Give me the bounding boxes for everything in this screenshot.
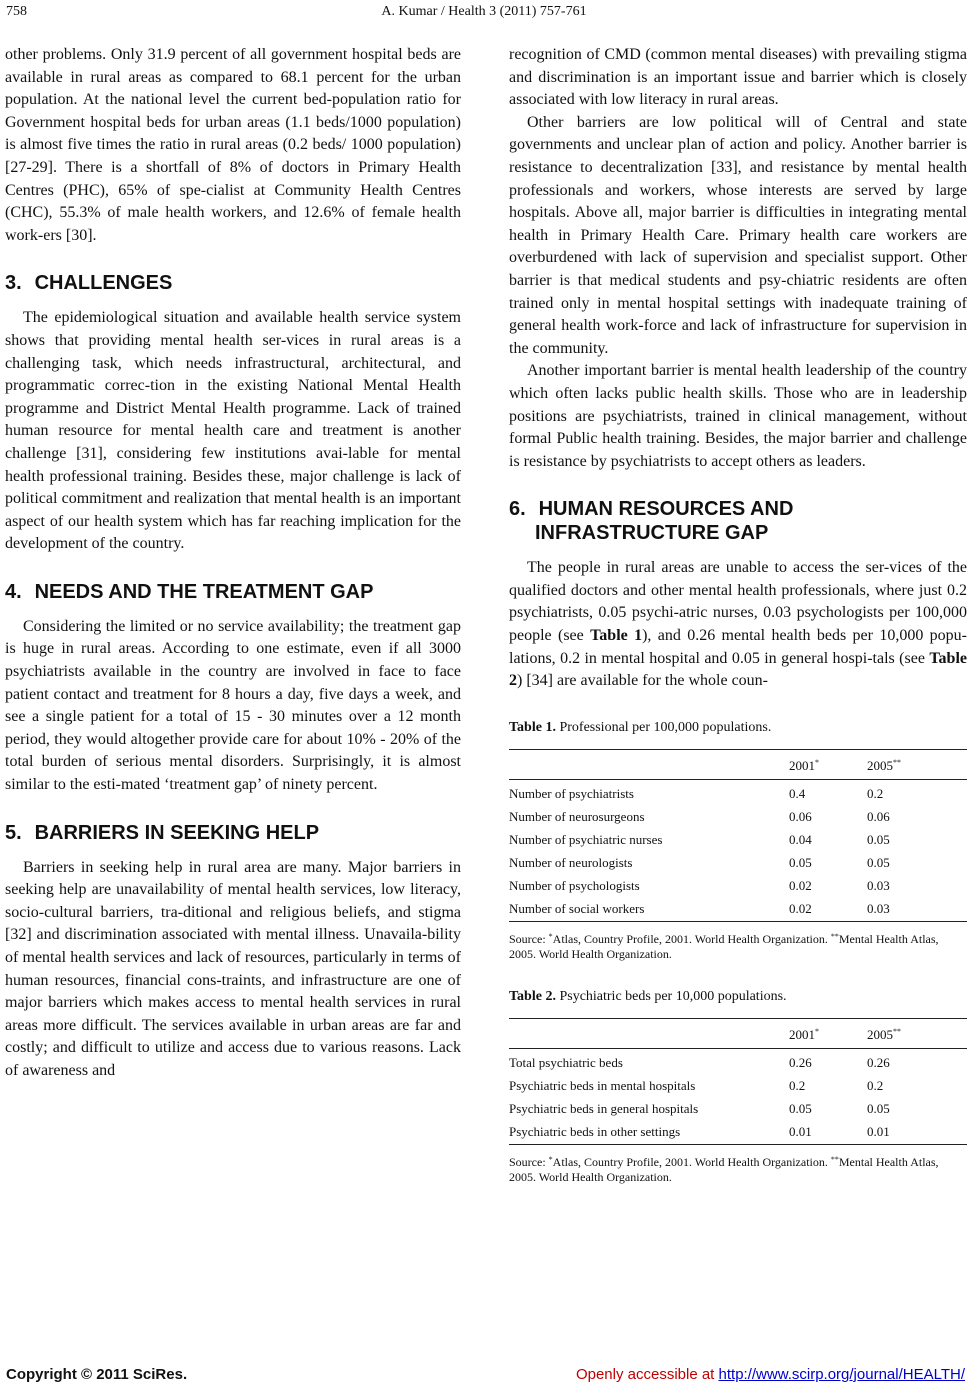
table-row [509,779,967,806]
table-header-row [509,1018,967,1048]
row-label: Number of social workers [509,900,645,916]
table-1-caption [509,719,967,737]
section-heading-challenges [5,271,461,295]
row-label: Number of neurologists [509,854,633,870]
value-2001: 0.05 [789,854,812,870]
paragraph-leadership: Another important barrier is mental health leadership of the country which often lacks public health skills. Those who are in leadership positions are psychiatrists, trained in clinical management, without formal Public health training. Besides, the major barrier and challenge is resistance by psychiatrists to accept others as leaders. [509,362,967,470]
section-title-line2: INFRASTRUCTURE GAP [535,522,769,545]
table-row [509,875,967,898]
table-1 [509,749,967,922]
page-footer [0,1364,968,1386]
paragraph-recognition: recognition of CMD (common mental diseases) with prevailing stigma and discrimination is an important issue and barrier which is closely associated with low literacy in rural areas. [509,46,967,109]
section-number: 3. [5,272,22,295]
header-cell-2005: 2005** [867,1018,967,1048]
paragraph-bed-ratio: other problems. Only 31.9 percent of all government hospital beds are available in rural areas as compared to 68.1 percent for the urban population. At the national level the current bed-population ratio for Government hospital beds for urban areas (1.1 beds/1000 population) is almost five times the ratio in rural areas (0.2 beds/ 1000 population) [27-29]. There is a shortfall of 8% of doctors in Primary Health Centres (PHC), 65% of spe-cialist at Community Health Centres (CHC), 55.3% of male health workers, and 12.6% of female health work-ers [30]. [5,46,461,244]
right-column [509,44,967,1185]
left-column [5,44,461,1083]
header-cell-2001: 2001* [789,1018,867,1048]
copyright-notice: Copyright © 2011 SciRes. [6,1366,188,1383]
table-1-source: Source: *Atlas, Country Profile, 2001. World Health Organization. **Mental Health Atlas, 2005. World Health Organization. [509,931,939,961]
table-2 [509,1018,967,1145]
table-row [509,806,967,829]
section-number: 4. [5,580,22,603]
section-title: CHALLENGES [34,272,173,295]
value-2001: 0.4 [789,785,806,801]
table-label: Table 2. [509,988,556,1004]
section-heading-treatment-gap [5,580,461,604]
table-1-reference: Table 1 [590,627,643,645]
value-2001: 0.2 [789,1077,806,1093]
value-2005: 0.2 [867,1077,884,1093]
header-cell-2001: 2001* [789,749,867,779]
table-row [509,1048,967,1075]
paragraph-other-barriers: Other barriers are low political will of Central and state governments and unclear plan of action and policy. Another barrier is resistance to decentralization [33], and resistance by mental health professionals and workers, whose interests are served by large hospitals. Above all, major barrier is difficulties in integrating mental health in Primary Health Care. Primary health care workers are overburdened with lack of supervision and specialist support. Other barrier is that medical students and psy-chiatric residents are often trained only in mental hospital settings with inadequate training of general health work-force and lack of infrastructure for supervision in the community. [509,113,967,357]
table-2-caption [509,988,967,1006]
text-run: ) [34] are available for the whole coun- [517,672,768,690]
value-2005: 0.03 [867,877,890,893]
row-label: Number of psychiatric nurses [509,831,663,847]
value-2001: 0.26 [789,1054,812,1070]
header-cell-2005: 2005** [867,749,967,779]
table-caption-text: Psychiatric beds per 10,000 populations. [555,988,787,1004]
value-2001: 0.05 [789,1100,812,1116]
row-label: Psychiatric beds in other settings [509,1123,681,1139]
value-2005: 0.05 [867,831,890,847]
section-number: 6. [509,498,526,521]
row-label: Number of psychiatrists [509,785,634,801]
open-access-notice: Openly accessible at http://www.scirp.org/journal/HEALTH/ [575,1366,965,1383]
value-2005: 0.2 [867,785,884,801]
header-cell-empty [509,1018,789,1048]
table-2-source: Source: *Atlas, Country Profile, 2001. World Health Organization. **Mental Health Atlas, 2005. World Health Organization. [509,1154,939,1184]
running-title: A. Kumar / Health 3 (2011) 757-761 [381,4,587,19]
journal-link[interactable]: http://www.scirp.org/journal/HEALTH/ [718,1366,965,1383]
row-label: Psychiatric beds in mental hospitals [509,1077,696,1093]
value-2001: 0.06 [789,808,812,824]
value-2001: 0.01 [789,1123,812,1139]
table-header-row [509,749,967,779]
value-2001: 0.02 [789,900,812,916]
table-label: Table 1. [509,719,556,735]
row-label: Psychiatric beds in general hospitals [509,1100,699,1116]
row-label: Total psychiatric beds [509,1054,623,1070]
row-label: Number of psychologists [509,877,640,893]
section-title-line1: HUMAN RESOURCES AND [538,498,794,521]
section-title: NEEDS AND THE TREATMENT GAP [34,580,374,603]
table-row [509,852,967,875]
paragraph-barriers: Barriers in seeking help in rural area are many. Major barriers in seeking help are unavailability of mental health services, low literacy, socio-cultural barriers, tra-ditional and religious beliefs, and stigma [32] and discrimination associated with mental illness. Unavaila-bility of mental health services and lack of resources, particularly in terms of human resources, financial cons-traints, and infrastructure are one of major barriers which makes access to mental health services in rural areas more difficult. The services available in urban areas are far and costly; and difficult to utilize and access due to various reasons. Lack of awareness and [5,858,461,1079]
value-2001: 0.02 [789,877,812,893]
text-run: The people in rural areas are unable to access the ser-vices of the qualified doctors and other mental health professionals, where just 0.2 psychiatrists, 0.05 psychi-atric nurses, 0.03 psychologists per 100,000 people (see [509,559,967,645]
page-number: 758 [6,4,27,19]
row-label: Number of neurosurgeons [509,808,645,824]
section-title: BARRIERS IN SEEKING HELP [34,821,320,844]
value-2005: 0.01 [867,1123,890,1139]
paragraph-treatment-gap: Considering the limited or no service availability; the treatment gap is huge in rural areas. According to one estimate, even if all 3000 psychiatrists available in the country are involved in face to face patient contact and treatment for 8 hours a day, five days a week, and see a single patient for a total of 15 - 30 minutes over a 12 month period, they would altogether provide care for about 10% - 20% of the total burden of serious mental disorders. Surprisingly, it is almost similar to the esti-mated ‘treatment gap’ of ninety percent. [5,617,461,794]
value-2005: 0.05 [867,1100,890,1116]
value-2001: 0.04 [789,831,812,847]
paragraph-challenges: The epidemiological situation and available health service system shows that providing mental health ser-vices in rural areas is a challenging task, which needs infrastructural, architectural, and programmatic correc-tion in the existing National Mental Health programme and District Mental Health programme. Lack of trained human resource for mental health care and treatment is another challenge [31], considering few institutions avai-lable for mental health professional training. Besides these, major challenge is lack of political commitment and realization that mental health is an important aspect of our health system which has far reaching implication for the development of the country. [5,309,461,553]
value-2005: 0.03 [867,900,890,916]
header-cell-empty [509,749,789,779]
table-row [509,1075,967,1098]
table-row [509,898,967,922]
table-row [509,1098,967,1121]
value-2005: 0.05 [867,854,890,870]
table-row [509,829,967,852]
value-2005: 0.26 [867,1054,890,1070]
value-2005: 0.06 [867,808,890,824]
table-caption-text: Professional per 100,000 populations. [555,719,772,735]
section-heading-human-resources [509,497,967,545]
text-run: ), and 0.26 mental health beds per 10,000 popu-lations, 0.2 in mental hospital and 0.05 in general hospi-tals (see [509,627,967,667]
table-row [509,1121,967,1145]
section-heading-barriers [5,821,461,845]
section-number: 5. [5,821,22,844]
page-header [0,0,968,24]
table-2-reference: Table 2 [509,649,967,690]
paragraph-human-resources [509,557,967,693]
